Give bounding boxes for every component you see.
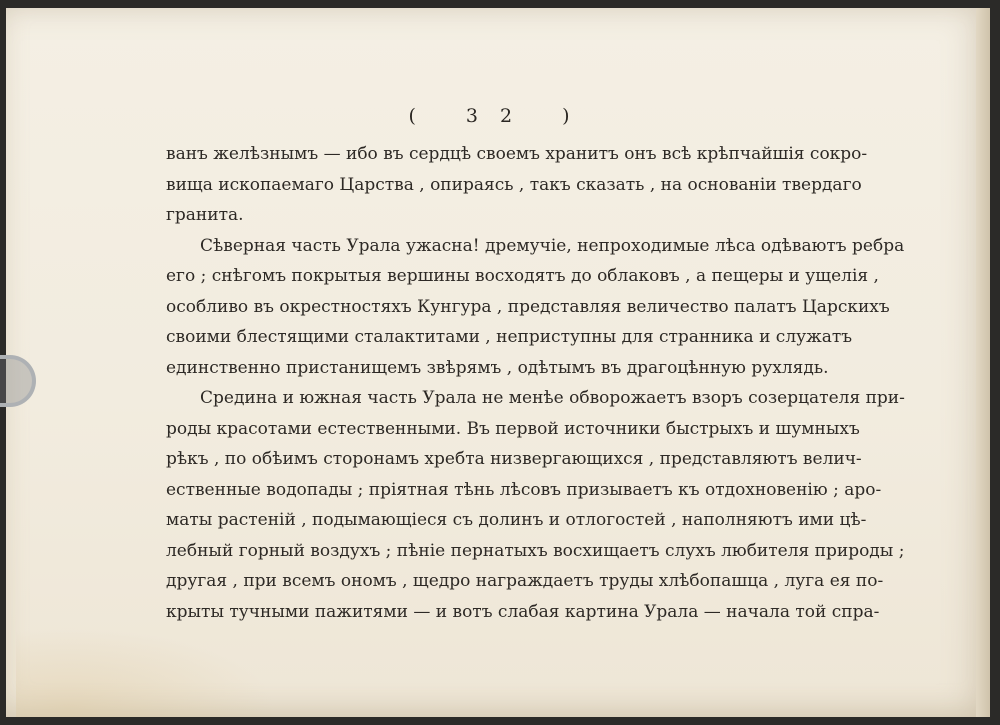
- text-line: лебный горный воздухъ ; пѣніе пернатыхъ восхищаетъ слухъ любителя природы ;: [166, 540, 905, 561]
- text-line: своими блестящими сталактитами , неприступны для странника и служатъ: [166, 327, 853, 347]
- text-line: единственно пристанищемъ звѣрямъ , одѣтымъ въ драгоцѣнную рухлядь.: [166, 357, 829, 378]
- text-line: рѣкъ , по обѣимъ сторонамъ хребта низвергающихся , представляютъ велич-: [166, 449, 862, 469]
- text-line: вища ископаемаго Царства , опираясь , такъ сказать , на основаніи твердаго: [166, 174, 862, 195]
- text-line: крыты тучными пажитями — и вотъ слабая картина Урала — начала той спра-: [166, 601, 880, 622]
- paper-stain: [16, 627, 276, 717]
- text-line: маты растеній , подымающіеся съ долинъ и отлогостей , наполняютъ ими цѣ-: [166, 510, 867, 530]
- text-line: Средина и южная часть Урала не менѣе обворожаетъ взоръ созерцателя при-: [200, 388, 905, 408]
- body-text: [166, 139, 905, 627]
- text-line: Сѣверная часть Урала ужасна! дремучіе, непроходимые лѣса одѣваютъ ребра: [200, 235, 905, 256]
- text-line: роды красотами естественными. Въ первой источники быстрыхъ и шумныхъ: [166, 418, 860, 439]
- text-line: ванъ желѣзнымъ — ибо въ сердцѣ своемъ хранитъ онъ всѣ крѣпчайшія сокро-: [166, 144, 868, 164]
- text-line: его ; снѣгомъ покрытыя вершины восходятъ до облаковъ , а пещеры и ущелія ,: [166, 266, 879, 286]
- text-line: гранита.: [166, 205, 244, 225]
- text-line: другая , при всемъ ономъ , щедро награждаетъ труды хлѣбопашца , луга ея по-: [166, 571, 884, 591]
- text-line: ественные водопады ; пріятная тѣнь лѣсовъ призываетъ къ отдохновенію ; аро-: [166, 479, 882, 500]
- text-line: особливо въ окрестностяхъ Кунгура , представляя величество палатъ Царскихъ: [166, 296, 890, 317]
- page-number: ( 32 ): [408, 105, 592, 127]
